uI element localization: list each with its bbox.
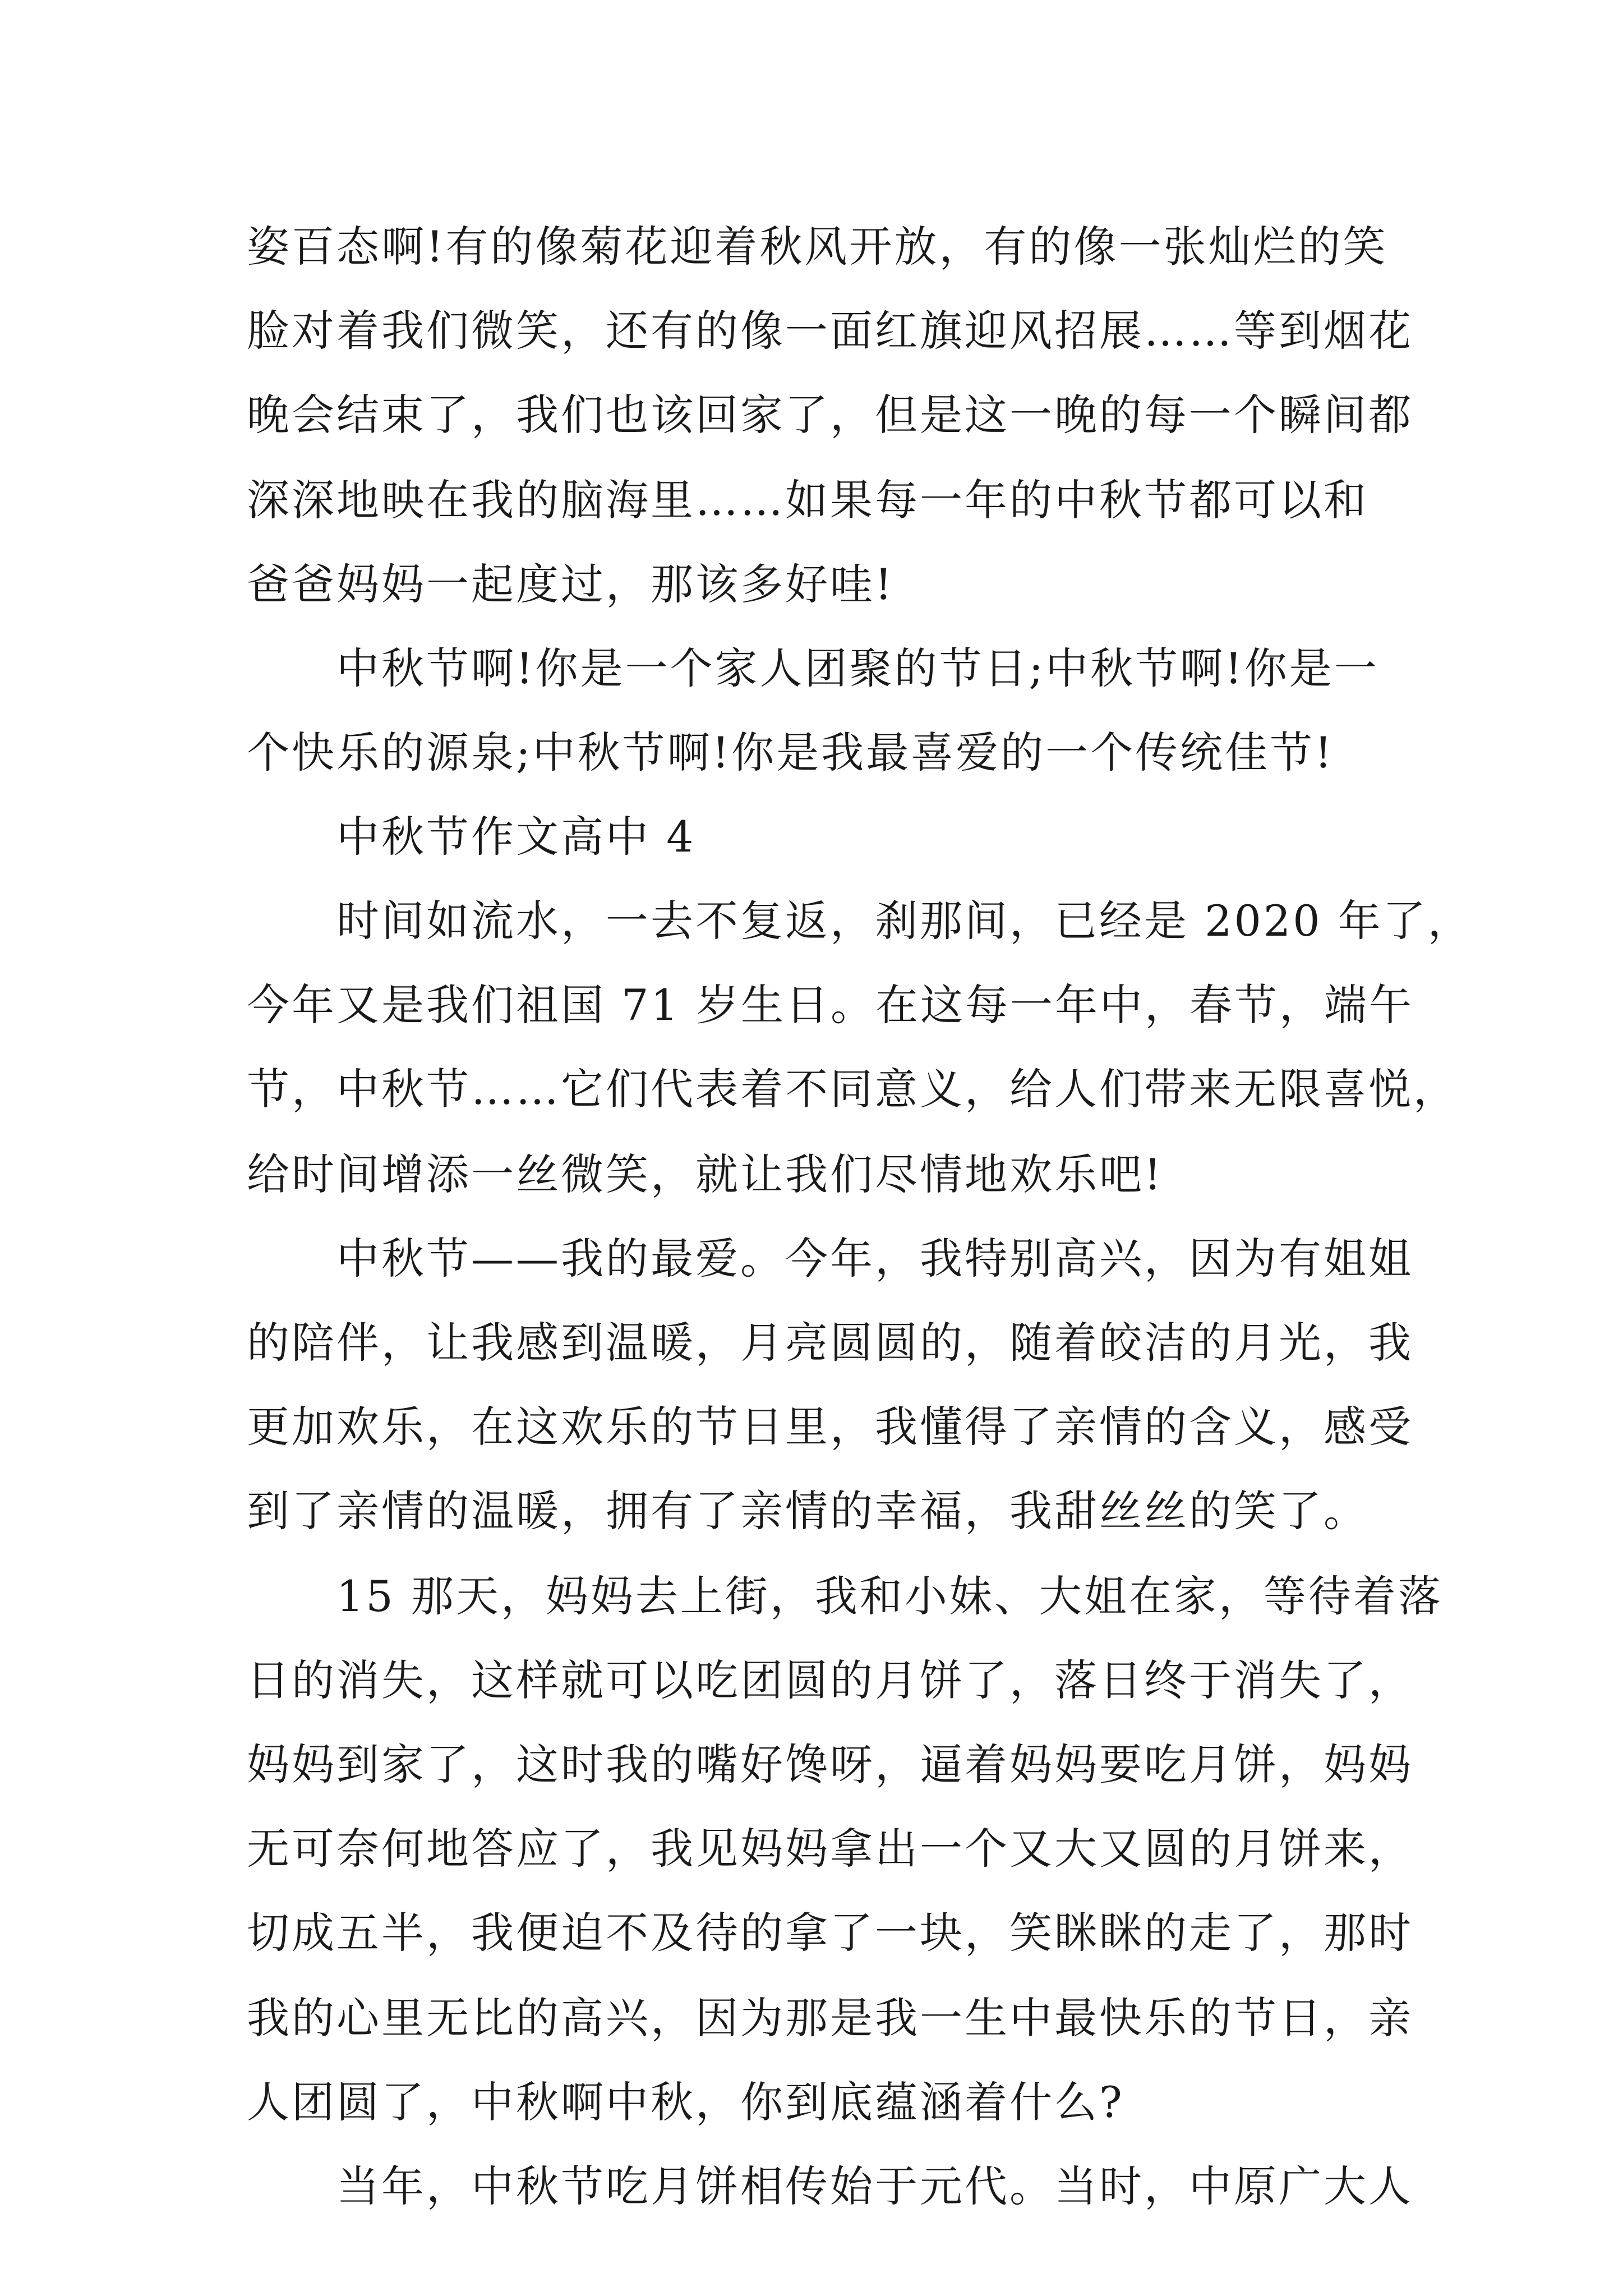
section-heading: 中秋节作文高中 4 — [336, 812, 696, 862]
text-line: 当年，中秋节吃月饼相传始于元代。当时，中原广大人 — [336, 2161, 1413, 2211]
text-line: 的陪伴，让我感到温暖，月亮圆圆的，随着皎洁的月光，我 — [247, 1318, 1413, 1368]
text-line: 到了亲情的温暖，拥有了亲情的幸福，我甜丝丝的笑了。 — [247, 1486, 1368, 1536]
text-line: 姿百态啊!有的像菊花迎着秋风开放，有的像一张灿烂的笑 — [247, 222, 1388, 272]
text-line: 脸对着我们微笑，还有的像一面红旗迎风招展……等到烟花 — [247, 306, 1413, 356]
text-line: 时间如流水，一去不复返，刹那间，已经是 2020 年了， — [336, 896, 1473, 946]
text-line: 15 那天，妈妈去上街，我和小妹、大姐在家，等待着落 — [336, 1571, 1443, 1621]
text-line: 给时间增添一丝微笑，就让我们尽情地欢乐吧! — [247, 1149, 1164, 1199]
text-line: 今年又是我们祖国 71 岁生日。在这每一年中，春节，端午 — [247, 980, 1414, 1030]
text-line: 个快乐的源泉;中秋节啊!你是我最喜爱的一个传统佳节! — [247, 728, 1334, 777]
text-line: 妈妈到家了，这时我的嘴好馋呀，逼着妈妈要吃月饼，妈妈 — [247, 1740, 1413, 1789]
text-line: 深深地映在我的脑海里……如果每一年的中秋节都可以和 — [247, 475, 1368, 525]
text-line: 更加欢乐，在这欢乐的节日里，我懂得了亲情的含义，感受 — [247, 1402, 1413, 1452]
text-line: 晚会结束了，我们也该回家了，但是这一晚的每一个瞬间都 — [247, 390, 1413, 440]
text-line: 中秋节——我的最爱。今年，我特别高兴，因为有姐姐 — [336, 1234, 1413, 1283]
text-line: 爸爸妈妈一起度过，那该多好哇! — [247, 559, 895, 609]
text-line: 无可奈何地答应了，我见妈妈拿出一个又大又圆的月饼来， — [247, 1824, 1413, 1874]
text-line: 我的心里无比的高兴，因为那是我一生中最快乐的节日，亲 — [247, 1993, 1413, 2043]
text-line: 人团圆了，中秋啊中秋，你到底蕴涵着什么? — [247, 2077, 1124, 2127]
text-line: 节，中秋节……它们代表着不同意义，给人们带来无限喜悦， — [247, 1064, 1458, 1114]
text-line: 切成五半，我便迫不及待的拿了一块，笑眯眯的走了，那时 — [247, 1908, 1413, 1958]
text-line: 日的消失，这样就可以吃团圆的月饼了，落日终于消失了， — [247, 1655, 1413, 1705]
text-line: 中秋节啊!你是一个家人团聚的节日;中秋节啊!你是一 — [336, 643, 1379, 693]
